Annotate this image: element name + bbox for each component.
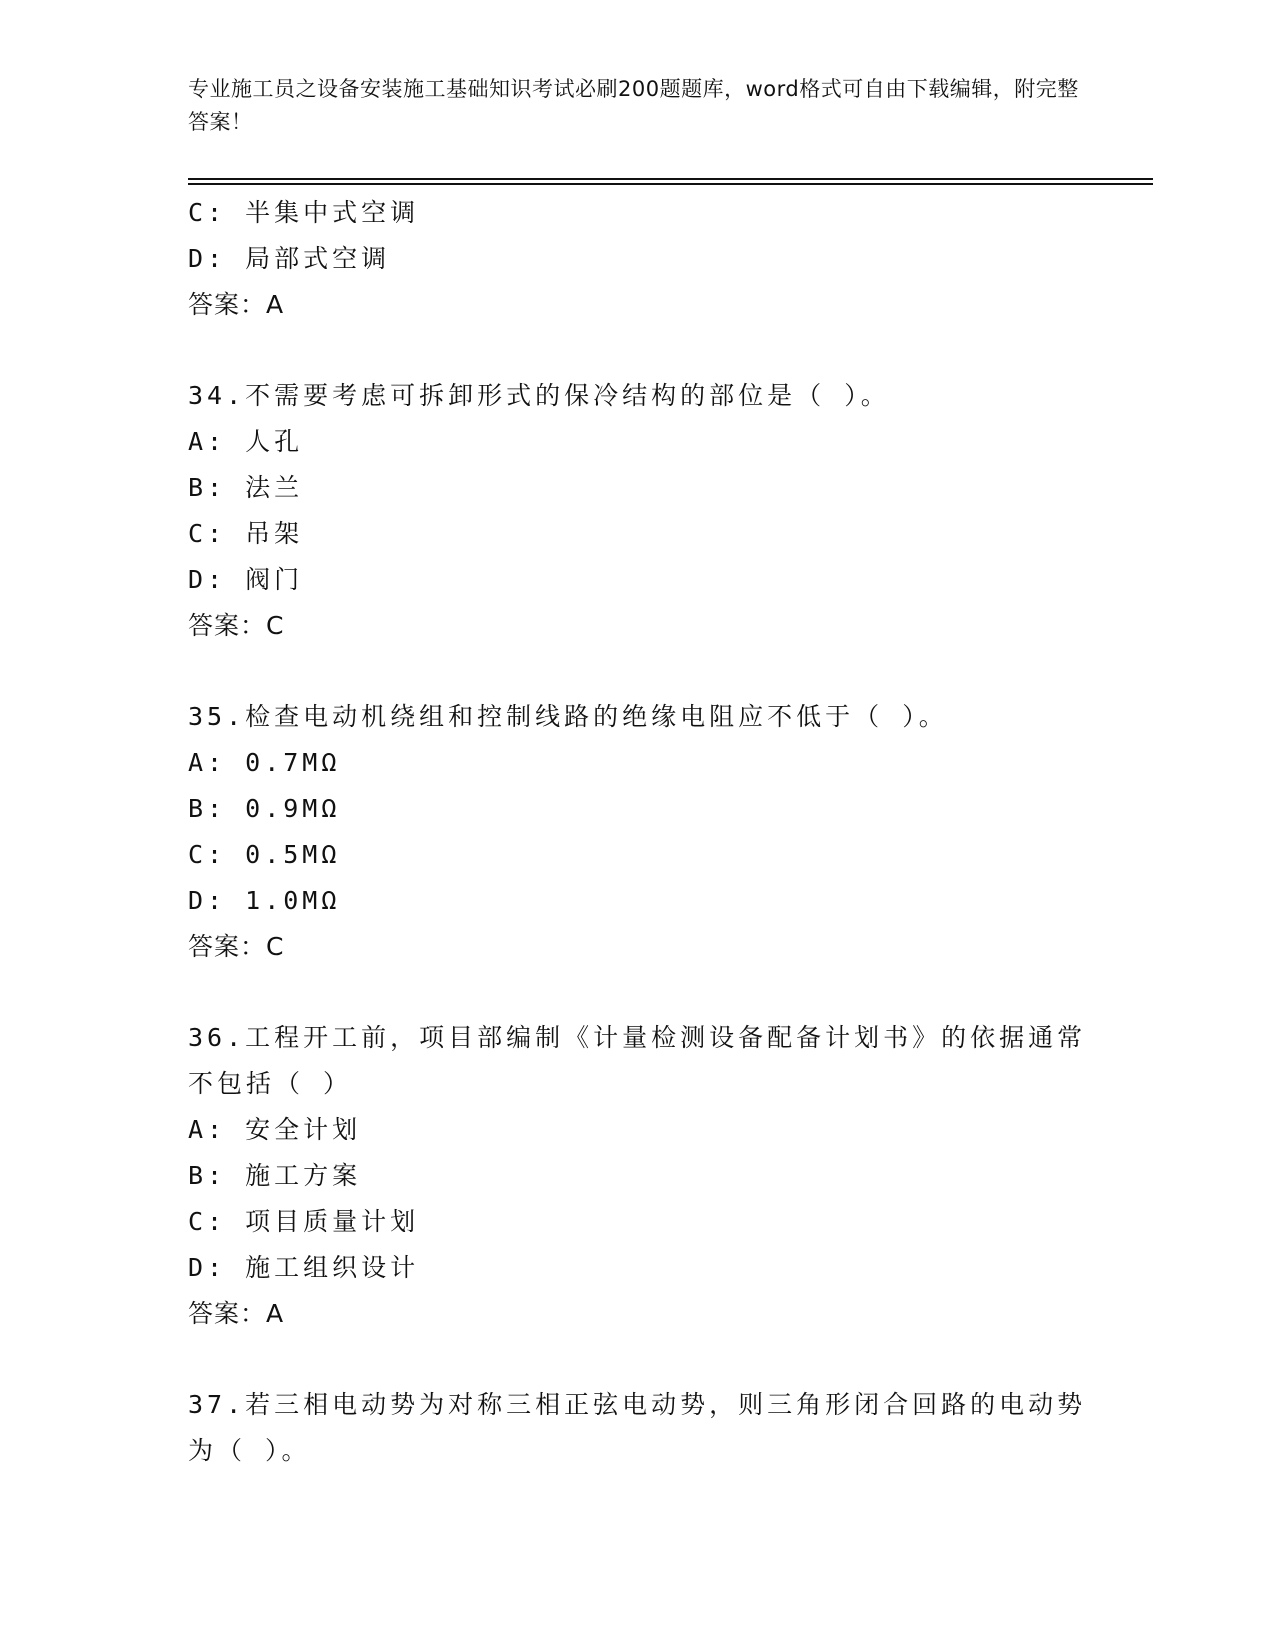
answer-line: 答案：C bbox=[188, 611, 285, 640]
header-title: 专业施工员之设备安装施工基础知识考试必刷200题题库，word格式可自由下载编辑，附完整答案！ bbox=[188, 77, 1079, 134]
question-35 bbox=[188, 694, 1088, 970]
header-divider-top bbox=[188, 178, 1153, 180]
header-divider-bottom bbox=[188, 183, 1153, 185]
spacer bbox=[188, 1337, 1088, 1382]
option-d: D: 阀门 bbox=[188, 565, 304, 594]
question-37 bbox=[188, 1382, 1088, 1474]
spacer bbox=[188, 649, 1088, 694]
option-d: D: 1.0MΩ bbox=[188, 886, 341, 915]
option-c: C: 半集中式空调 bbox=[188, 198, 420, 227]
spacer bbox=[188, 328, 1088, 373]
option-d: D: 局部式空调 bbox=[188, 244, 391, 273]
option-d: D: 施工组织设计 bbox=[188, 1253, 420, 1282]
question-text-line-2: 为（ ）。 bbox=[188, 1436, 311, 1465]
question-text-line-2: 不包括（ ） bbox=[188, 1069, 353, 1098]
carryover-question bbox=[188, 190, 1088, 328]
option-c: C: 项目质量计划 bbox=[188, 1207, 420, 1236]
answer-line: 答案：A bbox=[188, 290, 285, 319]
spacer bbox=[188, 970, 1088, 1015]
option-b: B: 法兰 bbox=[188, 473, 304, 502]
option-a: A: 人孔 bbox=[188, 427, 304, 456]
question-text-line-1: 37.若三相电动势为对称三相正弦电动势，则三角形闭合回路的电动势 bbox=[188, 1390, 1087, 1419]
question-text: 34.不需要考虑可拆卸形式的保冷结构的部位是（ ）。 bbox=[188, 381, 890, 410]
question-34 bbox=[188, 373, 1088, 649]
question-text: 35.检查电动机绕组和控制线路的绝缘电阻应不低于（ ）。 bbox=[188, 702, 948, 731]
question-36 bbox=[188, 1015, 1088, 1337]
document-header bbox=[188, 73, 1088, 139]
answer-line: 答案：C bbox=[188, 932, 285, 961]
option-a: A: 安全计划 bbox=[188, 1115, 362, 1144]
option-c: C: 0.5MΩ bbox=[188, 840, 341, 869]
answer-line: 答案：A bbox=[188, 1299, 285, 1328]
question-text-line-1: 36.工程开工前，项目部编制《计量检测设备配备计划书》的依据通常 bbox=[188, 1023, 1087, 1052]
option-b: B: 0.9MΩ bbox=[188, 794, 341, 823]
option-a: A: 0.7MΩ bbox=[188, 748, 341, 777]
option-b: B: 施工方案 bbox=[188, 1161, 362, 1190]
document-body bbox=[188, 190, 1088, 1474]
option-c: C: 吊架 bbox=[188, 519, 304, 548]
